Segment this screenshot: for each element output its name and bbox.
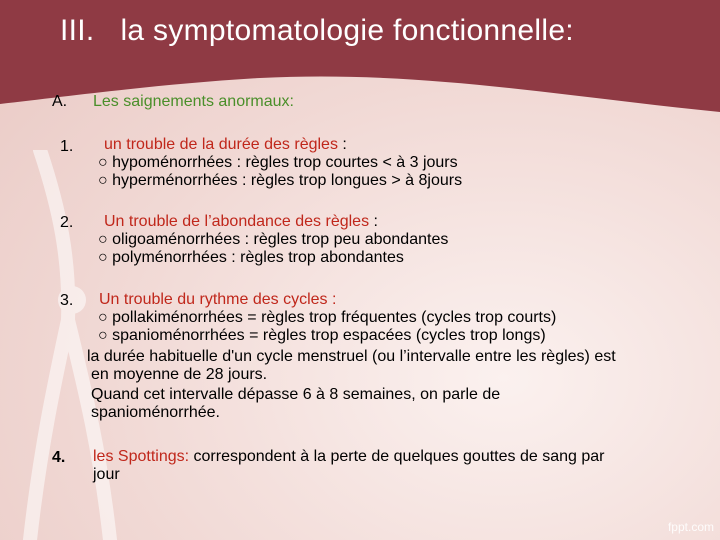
item-2-heading-suffix: :: [369, 213, 378, 230]
item-3-bullet-2: ○ spanioménorrhées = règles trop espacées (cycles trop longs): [98, 327, 546, 344]
title-number: III.: [60, 14, 95, 47]
item-1-bullet-2: ○ hyperménorrhées : règles trop longues > à 8jours: [98, 172, 463, 189]
item-4-text: correspondent à la perte de quelques gouttes de sang par: [189, 448, 605, 465]
item-1-heading-suffix: :: [337, 136, 347, 153]
item-1-heading: un trouble de la durée des règles: [104, 136, 338, 153]
item-3-number: 3.: [60, 292, 74, 309]
item-2-bullet-2: ○ polyménorrhées : règles trop abondantes: [98, 249, 404, 266]
item-4-number: 4.: [52, 449, 66, 466]
section-heading: Les saignements anormaux:: [93, 93, 294, 110]
item-2-bullet-1: ○ oligoaménorrhées : règles trop peu abondantes: [98, 231, 449, 248]
item-3-bullet-1: ○ pollakiménorrhées = règles trop fréquentes (cycles trop courts): [98, 309, 557, 326]
item-1-number: 1.: [60, 138, 74, 155]
item-1-heading-line: [104, 136, 347, 154]
watermark: fppt.com: [667, 520, 714, 534]
item-4-line-2: jour: [93, 466, 120, 483]
item-4-heading: les Spottings:: [93, 448, 190, 465]
item-2-heading: Un trouble de l’abondance des règles: [104, 213, 370, 230]
item-2-heading-line: [104, 213, 378, 231]
item-2-number: 2.: [60, 214, 74, 231]
item-3-note-line-2: en moyenne de 28 jours.: [91, 366, 268, 383]
item-3-note-line-4: spanioménorrhée.: [91, 404, 220, 421]
item-4-line-1: [93, 448, 604, 466]
slide-title: [60, 14, 574, 48]
item-3-note-line-1: la durée habituelle d'un cycle menstruel (ou l’intervalle entre les règles) est: [87, 348, 616, 365]
title-text: la symptomatologie fonctionnelle:: [120, 14, 574, 47]
item-3-note-line-3: Quand cet intervalle dépasse 6 à 8 semaines, on parle de: [91, 386, 501, 403]
item-3-heading: Un trouble du rythme des cycles :: [99, 291, 337, 308]
section-marker: A.: [52, 93, 68, 110]
item-1-bullet-1: ○ hypoménorrhées : règles trop courtes < à 3 jours: [98, 154, 458, 171]
